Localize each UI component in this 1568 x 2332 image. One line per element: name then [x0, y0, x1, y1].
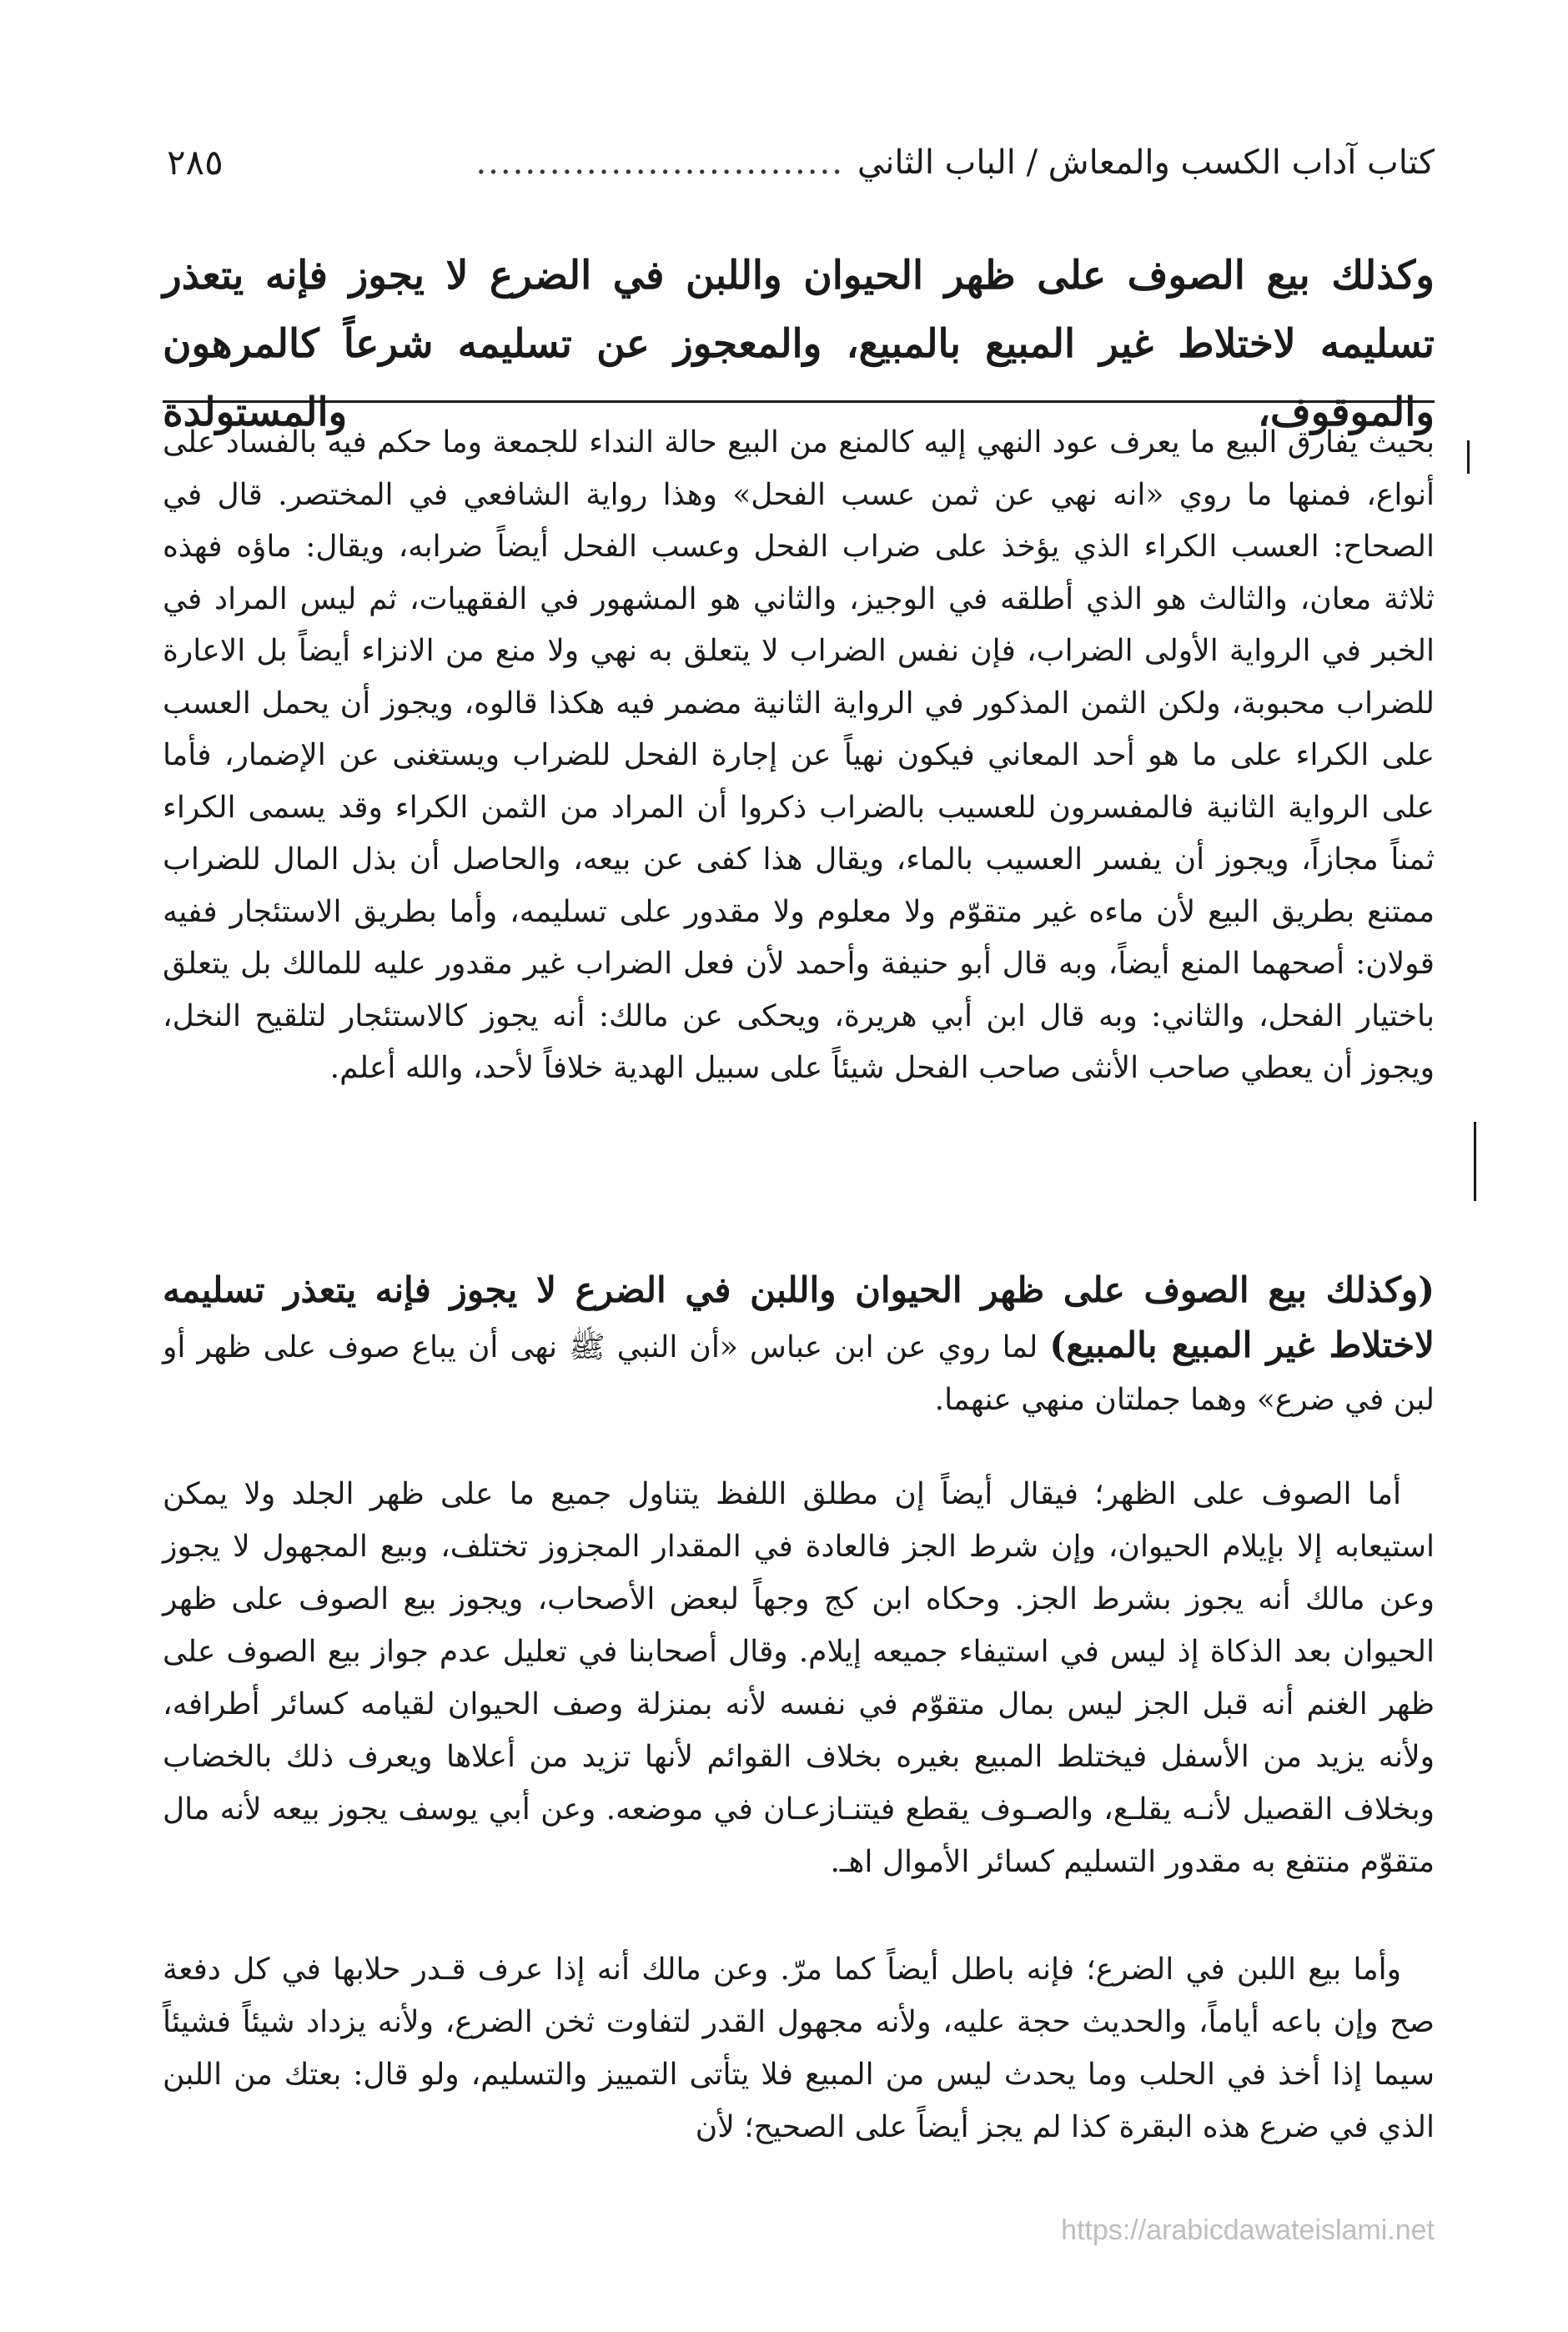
- commentary-block: بحيث يفارق البيع ما يعرف عود النهي إليه كالمنع من البيع حالة النداء للجمعة وما حكم فيه بالفساد على أنواع، فمنها ما روي «انه نهي عن ثمن عسب الفحل» وهذا رواية الشافعي في المختصر. قال في الصحاح: العسب الكراء الذي يؤخذ على ضراب الفحل وعسب الفحل أيضاً ضرابه، ويقال: ماؤه فهذه ثلاثة معان، والثالث هو الذي أطلقه في الوجيز، والثاني هو المشهور في الفقهيات، ثم ليس المراد في الخبر في الرواية الأولى الضراب، فإن نفس الضراب لا يتعلق به نهي ولا منع من الانزاء أيضاً بل الاعارة للضراب محبوبة، ولكن الثمن المذكور في الرواية الثانية مضمر فيه هكذا قالوه، ويجوز أن يحمل العسب على الكراء على ما هو أحد المعاني فيكون نهياً عن إجارة الفحل للضراب ويستغنى عن الإضمار، فأما على الرواية الثانية فالمفسرون للعسيب بالضراب ذكروا أن المراد من الثمن الكراء وقد يسمى الكراء ثمناً مجازاً، ويجوز أن يفسر العسيب بالماء، ويقال هذا كفى عن بيعه، والحاصل أن بذل المال للضراب ممتنع بطريق البيع لأن ماءه غير متقوّم ولا معلوم ولا مقدور على تسليمه، وأما بطريق الاستئجار ففيه قولان: أصحهما المنع أيضاً، وبه قال أبو حنيفة وأحمد لأن فعل الضراب غير مقدور عليه للمالك بل يتعلق باختيار الفحل، والثاني: وبه قال ابن أبي هريرة، ويحكى عن مالك: أنه يجوز كالاستئجار لتلقيح النخل، ويجوز أن يعطي صاحب الأنثى صاحب الفحل شيئاً على سبيل الهدية خلافاً لأحد، والله أعلم.: [163, 425, 1435, 1085]
- watermark-url: https://arabicdawateislami.net: [1061, 2214, 1435, 2246]
- section-divider: [163, 400, 1435, 403]
- matn-text: وكذلك بيع الصوف على ظهر الحيوان واللبن في الضرع لا يجوز فإنه يتعذر تسليمه لاختلاط غير المبيع بالمبيع، والمعجوز عن تسليمه شرعاً كالمرهون والموقوف، والمستولدة: [163, 253, 1435, 435]
- margin-mark: [1467, 440, 1470, 474]
- body-paragraph: وأما بيع اللبن في الضرع؛ فإنه باطل أيضاً كما مرّ. وعن مالك أنه إذا عرف قـدر حلابها في كل دفعة صح وإن باعه أياماً، والحديث حجة عليه، ولأنه مجهول القدر لتفاوت ثخن الضرع، ولأنه يزداد شيئاً فشيئاً سيما إذا أخذ في الحلب وما يحدث ليس من المبيع فلا يتأتى التمييز والتسليم، ولو قال: بعتك من اللبن الذي في ضرع هذه البقرة كذا لم يجز أيضاً على الصحيح؛ لأن: [163, 1953, 1435, 2144]
- paragraph-text: لما روي عن ابن عباس «أن النبي ﷺ نهى أن يباع صوف على ظهر أو لبن في ضرع» وهما جملتان منهي عنهما.: [163, 1330, 1435, 1417]
- margin-mark: [1474, 1122, 1476, 1201]
- matn-quote: (وكذلك بيع الصوف على ظهر الحيوان واللبن في الضرع لا يجوز فإنه يتعذر تسليمه لاختلاط غير المبيع بالمبيع): [163, 1269, 1435, 1365]
- leader-dots: ..............................: [475, 143, 844, 182]
- body-paragraph: أما الصوف على الظهر؛ فيقال أيضاً إن مطلق اللفظ يتناول جميع ما على ظهر الجلد ولا يمكن استيعابه إلا بإيلام الحيوان، وإن شرط الجز فالعادة في المقدار المجزوز تختلف، وبيع المجهول لا يجوز وعن مالك أنه يجوز بشرط الجز. وحكاه ابن كج وجهاً لبعض الأصحاب، ويجوز بيع الصوف على ظهر الحيوان بعد الذكاة إذ ليس في استيفاء جميعه إيلام. وقال أصحابنا في تعليل عدم جواز بيع الصوف على ظهر الغنم أنه قبل الجز ليس بمال متقوّم في نفسه لأنه بمنزلة وصف الحيوان لقيامه كسائر أطرافه، ولأنه يزيد من الأسفل فيختلط المبيع بغيره بخلاف القوائم لأنها تزيد من أعلاها ويعرف ذلك بالخضاب وبخلاف القصيل لأنـه يقلـع، والصـوف يقطع فيتنـازعـان في موضعه. وعن أبي يوسف يجوز بيعه لأنه مال متقوّم منتفع به مقدور التسليم كسائر الأموال اهـ.: [163, 1477, 1435, 1879]
- page-number: ٢٨٥: [167, 142, 224, 183]
- page-header: [167, 133, 1435, 192]
- body-paragraph: [163, 1264, 1435, 1426]
- running-title: كتاب آداب الكسب والمعاش / الباب الثاني: [857, 143, 1435, 182]
